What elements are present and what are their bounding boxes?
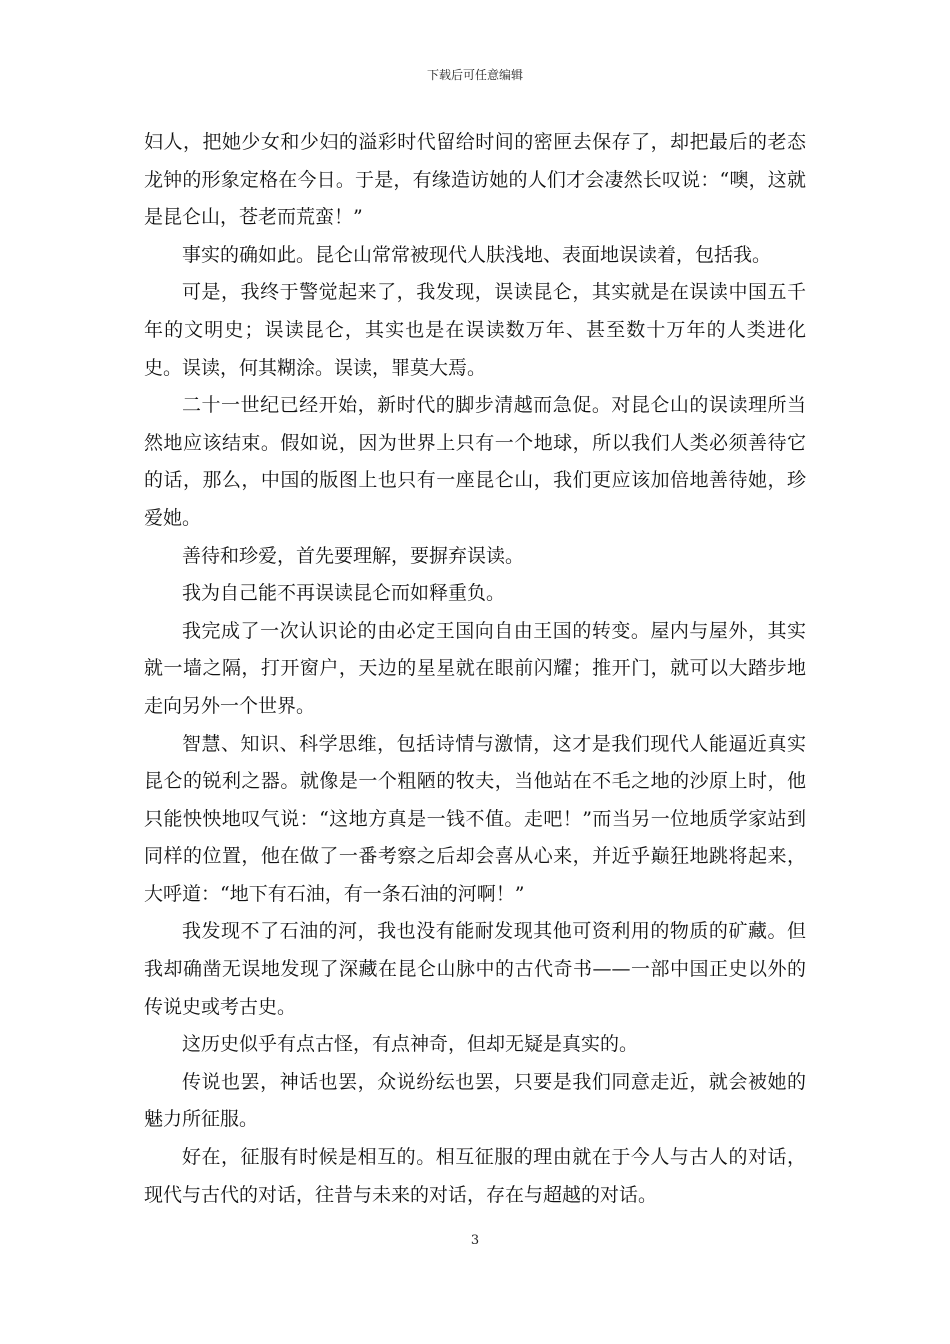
page-header: 下载后可任意编辑 <box>426 68 523 82</box>
paragraph: 善待和珍爱，首先要理解，要摒弃误读。 <box>182 544 525 567</box>
paragraph: 好在，征服有时候是相互的。相互征服的理由就在于今人与古人的对话，现代与古代的对话，往昔与未来的对话，存在与超越的对话。 <box>144 1146 806 1206</box>
paragraph: 我为自己能不再误读昆仑而如释重负。 <box>182 582 506 605</box>
body-text <box>144 124 806 1214</box>
paragraph: 智慧、知识、科学思维，包括诗情与激情，这才是我们现代人能逼近真实昆仑的锐利之器。就像是一个粗陋的牧夫，当他站在不毛之地的沙原上时，他只能怏怏地叹气说：“这地方真是一钱不值。走吧！”而当另一位地质学家站到同样的位置，他在做了一番考察之后却会喜从心来，并近乎巅狂地跳将起来，大呼道：“地下有石油，有一条石油的河啊！” <box>144 732 806 905</box>
paragraph: 传说也罢，神话也罢，众说纷纭也罢，只要是我们同意走近，就会被她的魅力所征服。 <box>144 1070 806 1131</box>
paragraph: 妇人，把她少女和少妇的溢彩时代留给时间的密匣去保存了，却把最后的老态龙钟的形象定格在今日。于是，有缘造访她的人们才会凄然长叹说：“噢，这就是昆仑山，苍老而荒蛮！” <box>144 131 806 229</box>
paragraph: 我发现不了石油的河，我也没有能耐发现其他可资利用的物质的矿藏。但我却确凿无误地发现了深藏在昆仑山脉中的古代奇书——一部中国正史以外的传说史或考古史。 <box>144 920 806 1018</box>
paragraph: 事实的确如此。昆仑山常常被现代人肤浅地、表面地误读着，包括我。 <box>182 243 772 266</box>
paragraph: 我完成了一次认识论的由必定王国向自由王国的转变。屋内与屋外，其实就一墙之隔，打开窗户，天边的星星就在眼前闪耀；推开门，就可以大踏步地走向另外一个世界。 <box>144 619 806 717</box>
paragraph: 这历史似乎有点古怪，有点神奇，但却无疑是真实的。 <box>182 1033 639 1056</box>
page-number: 3 <box>470 1233 480 1248</box>
paragraph: 可是，我终于警觉起来了，我发现，误读昆仑，其实就是在误读中国五千年的文明史；误读昆仑，其实也是在误读数万年、甚至数十万年的人类进化史。误读，何其糊涂。误读，罪莫大焉。 <box>144 281 806 379</box>
paragraph: 二十一世纪已经开始，新时代的脚步清越而急促。对昆仑山的误读理所当然地应该结束。假如说，因为世界上只有一个地球，所以我们人类必须善待它的话，那么，中国的版图上也只有一座昆仑山，我们更应该加倍地善待她，珍爱她。 <box>144 394 806 529</box>
